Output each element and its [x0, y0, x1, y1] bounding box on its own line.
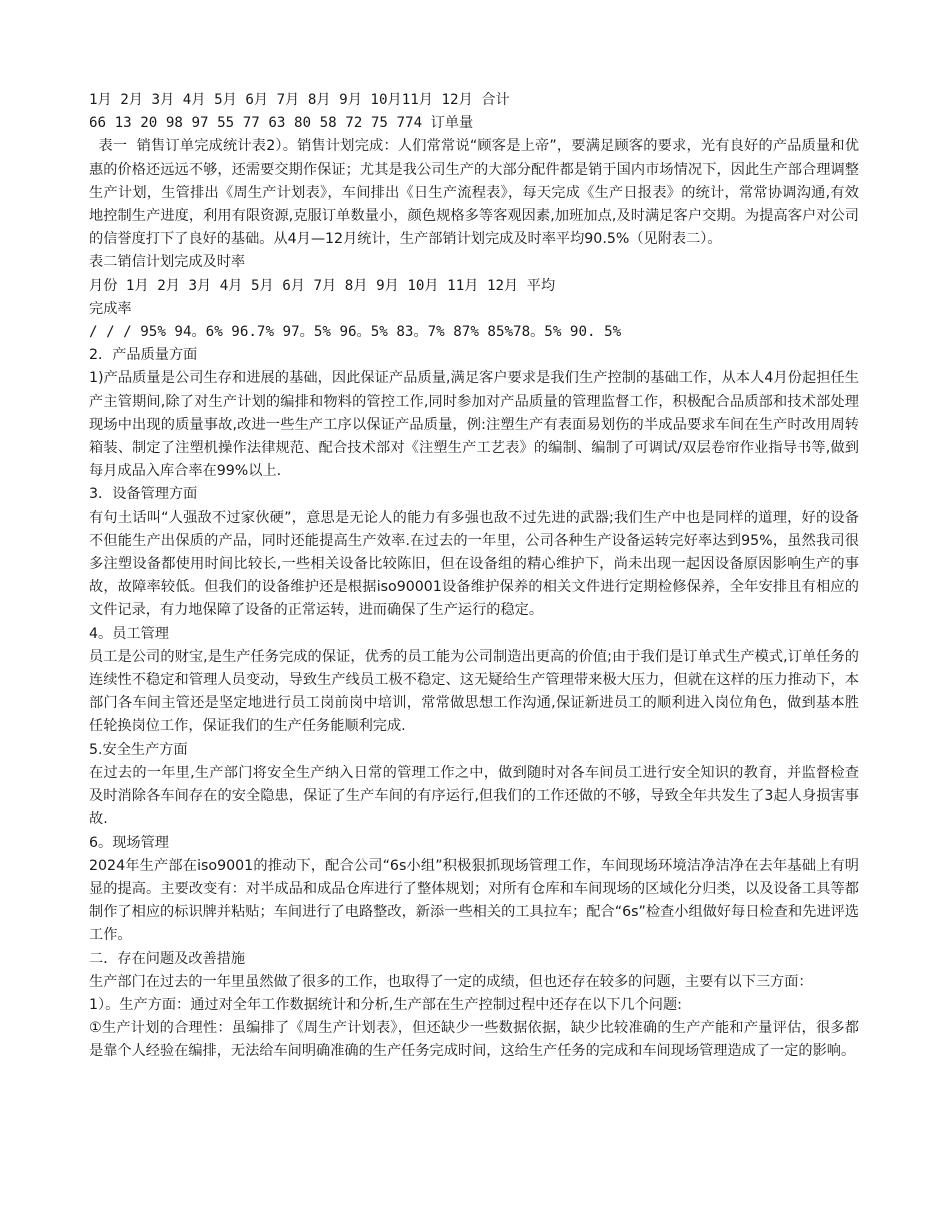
safety-paragraph: 在过去的一年里,生产部门将安全生产纳入日常的管理工作之中，做到随时对各车间员工进行安全知识的教育，并监督检查及时消除各车间存在的安全隐患，保证了生产车间的有序运行,但我们的工作还做的不够，导致全年共发生了3起人身损害事故. — [89, 764, 859, 828]
table2-months-row: 月份 1月 2月 3月 4月 5月 6月 7月 8月 9月 10月 11月 12月 平均 — [89, 277, 556, 294]
sales-plan-paragraph: 表一 销售订单完成统计表2）。销售计划完成：人们常常说“顾客是上帝”，要满足顾客的要求，光有良好的产品质量和优惠的价格还远远不够，还需要交期作保证；尤其是我公司生产的大部分配件都是销于国内市场情况下，因此生产部合理调整生产计划，生管排出《周生产计划表》，车间排出《日生产流程表》，每天完成《生产日报表》的统计，常常协调沟通,有效地控制生产进度，利用有限资源,克服订单数量小，颜色规格多等客观因素,加班加点,及时满足客户交期。为提高客户对公司的信誉度打下了良好的基础。从4月—12月统计，生产部销计划完成及时率平均90.5%（见附表二）。 — [89, 138, 859, 248]
table1-months-row: 1月 2月 3月 4月 5月 6月 7月 8月 9月 10月11月 12月 合计 — [89, 92, 510, 108]
problems-item-1-1: ①生产计划的合理性：虽编排了《周生产计划表》，但还缺少一些数据依据，缺少比较准确的生产产能和产量评估，很多都是靠个人经验在编排，无法给车间明确准确的生产任务完成时间，这给生产任务的完成和车间现场管理造成了一定的影响。 — [89, 1020, 859, 1060]
problems-intro: 生产部门在过去的一年里虽然做了很多的工作，也取得了一定的成绩，但也还存在较多的问题，主要有以下三方面： — [89, 973, 813, 990]
table2-rate-label: 完成率 — [89, 300, 132, 317]
staff-paragraph: 员工是公司的财宝,是生产任务完成的保证，优秀的员工能为公司制造出更高的价值;由于我们是订单式生产模式,订单任务的连续性不稳定和管理人员变动，导致生产线员工极不稳定、这无疑给生产管理带来极大压力，但就在这样的压力推动下，本部门各车间主管还是坚定地进行员工岗前岗中培训，常常做思想工作沟通,保证新进员工的顺利进入岗位角色，做到基本胜任轮换岗位工作，保证我们的生产任务能顺利完成. — [89, 648, 859, 735]
quality-paragraph: 1)产品质量是公司生存和进展的基础，因此保证产品质量,满足客户要求是我们生产控制的基础工作，从本人4月份起担任生产主管期间,除了对生产计划的编排和物料的管控工作,同时参加对产品质量的管理监督工作，积极配合品质部和技术部处理现场中出现的质量事故,改进一些生产工序以保证产品质量，例:注塑生产有表面易划伤的半成品要求车间在生产时改用周转箱装、制定了注塑机操作法律规范、配合技术部对《注塑生产工艺表》的编制、编制了可调试/双层卷帘作业指导书等,做到每月成品入库合率在99%以上. — [89, 370, 859, 480]
problems-item-1: 1）。生产方面：通过对全年工作数据统计和分析,生产部在生产控制过程中还存在以下几个问题: — [89, 996, 682, 1013]
table2-title: 表二销信计划完成及时率 — [89, 254, 246, 271]
equipment-paragraph: 有句土话叫“人强敌不过家伙硬”，意思是无论人的能力有多强也敌不过先进的武器;我们生产中也是同样的道理，好的设备不但能生产出保质的产品，同时还能提高生产效率.在过去的一年里，公司各种生产设备运转完好率达到95%，虽然我司很多注塑设备都使用时间比较长,一些相关设备比较陈旧，但在设备组的精心维护下，尚未出现一起因设备原因影响生产的事故，故障率较低。但我们的设备维护还是根据iso90001设备维护保养的相关文件进行定期检修保养，全年安排且有相应的文件记录，有力地保障了设备的正常运转，进而确保了生产运行的稳定。 — [89, 509, 859, 619]
problems-heading: 二．存在问题及改善措施 — [89, 950, 246, 967]
site-paragraph: 2024年生产部在iso9001的推动下，配合公司“6s小组”积极狠抓现场管理工作，车间现场环境洁净洁净在去年基础上有明显的提高。主要改变有：对半成品和成品仓库进行了整体规划；对所有仓库和车间现场的区域化分归类，以及设备工具等都制作了相应的标识牌并粘贴；车间进行了电路整改，新添一些相关的工具拉车；配合“6s”检查小组做好每日检查和先进评选工作。 — [89, 857, 859, 944]
quality-heading: 2．产品质量方面 — [89, 347, 198, 364]
staff-heading: 4。员工管理 — [89, 625, 169, 642]
document-page — [89, 89, 859, 1064]
safety-heading: 5.安全生产方面 — [89, 741, 188, 758]
table2-rates-row: / / / 95% 94。6% 96.7% 97。5% 96。5% 83。7% 87% 85%78。5% 90. 5% — [89, 324, 622, 341]
table1-orders-row: 66 13 20 98 97 55 77 63 80 58 72 75 774 订单量 — [89, 115, 474, 132]
site-heading: 6。现场管理 — [89, 834, 169, 851]
equipment-heading: 3．设备管理方面 — [89, 486, 198, 503]
